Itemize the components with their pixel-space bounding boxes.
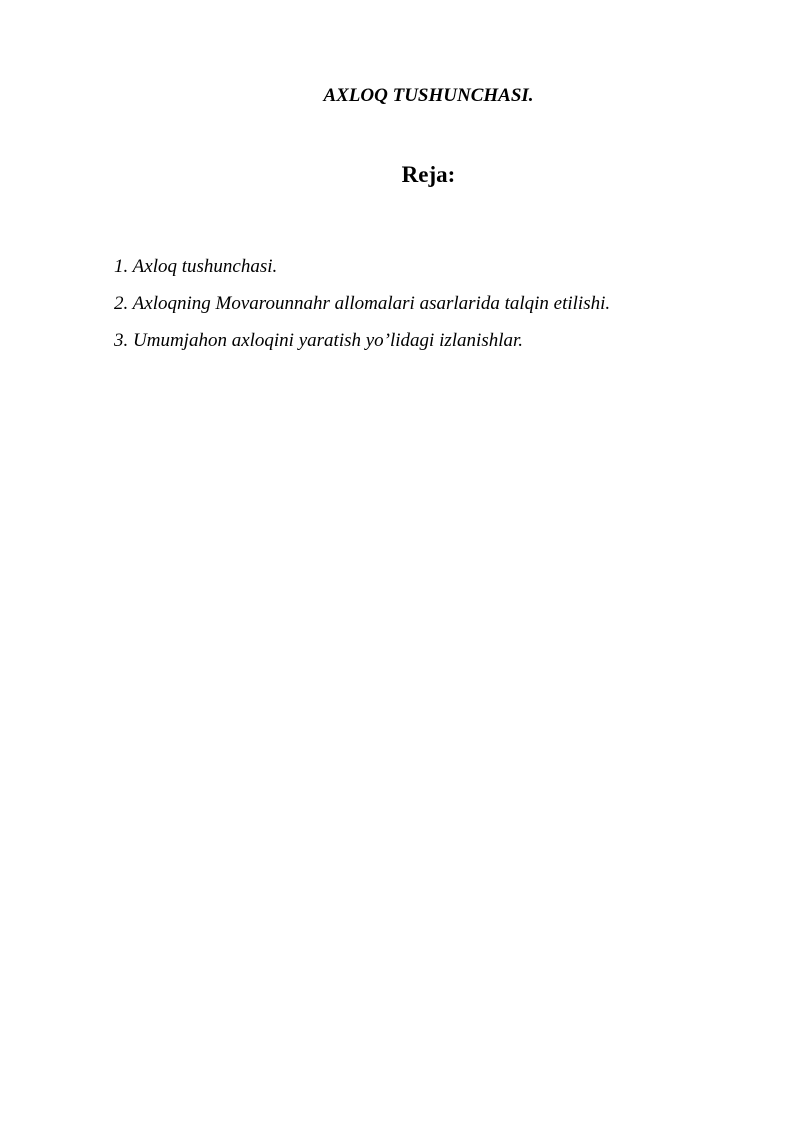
plan-item: 3. Umumjahon axloqini yaratish yo’lidagi izlanishlar. bbox=[114, 330, 524, 351]
document-title: AXLOQ TUSHUNCHASI. bbox=[323, 85, 534, 106]
plan-heading: Reja: bbox=[401, 162, 456, 187]
plan-list bbox=[114, 248, 610, 359]
plan-item: 1. Axloq tushunchasi. bbox=[114, 256, 278, 277]
plan-item: 2. Axloqning Movarounnahr allomalari asarlarida talqin etilishi. bbox=[114, 293, 611, 314]
